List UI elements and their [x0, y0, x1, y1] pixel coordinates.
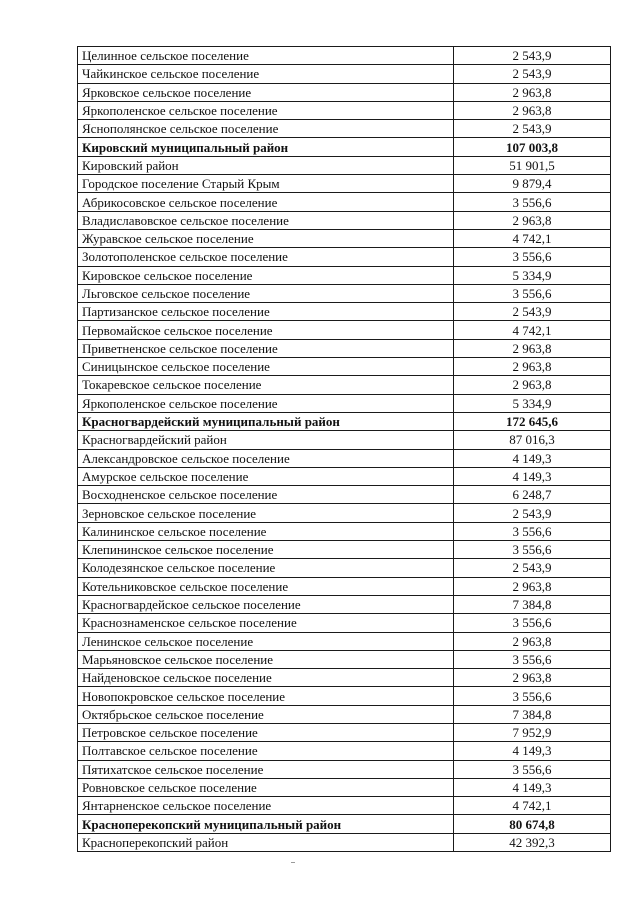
amount-value-cell: 2 543,9 [454, 504, 611, 522]
district-total-row [78, 138, 611, 156]
settlement-name-cell: Яснополянское сельское поселение [78, 120, 454, 138]
settlement-name-cell: Льговское сельское поселение [78, 284, 454, 302]
amount-value-cell: 3 556,6 [454, 522, 611, 540]
settlement-name-cell: Партизанское сельское поселение [78, 303, 454, 321]
table-row [78, 559, 611, 577]
table-row [78, 595, 611, 613]
settlement-name-cell: Красноперекопский район [78, 833, 454, 851]
settlement-name-cell: Калининское сельское поселение [78, 522, 454, 540]
amount-value-cell: 3 556,6 [454, 650, 611, 668]
table-row [78, 65, 611, 83]
amount-value-cell: 42 392,3 [454, 833, 611, 851]
settlement-name-cell: Токаревское сельское поселение [78, 376, 454, 394]
district-name-cell: Кировский муниципальный район [78, 138, 454, 156]
table-row [78, 614, 611, 632]
table-row [78, 156, 611, 174]
settlement-name-cell: Владиславовское сельское поселение [78, 211, 454, 229]
table-row [78, 248, 611, 266]
amount-value-cell: 3 556,6 [454, 541, 611, 559]
settlement-name-cell: Александровское сельское поселение [78, 449, 454, 467]
table-row [78, 229, 611, 247]
table-row [78, 394, 611, 412]
settlement-name-cell: Петровское сельское поселение [78, 723, 454, 741]
budget-allocation-table [77, 46, 611, 852]
amount-value-cell: 7 384,8 [454, 705, 611, 723]
amount-value-cell: 9 879,4 [454, 175, 611, 193]
district-total-value-cell: 107 003,8 [454, 138, 611, 156]
table-row [78, 742, 611, 760]
table-row [78, 723, 611, 741]
settlement-name-cell: Зерновское сельское поселение [78, 504, 454, 522]
table-row [78, 83, 611, 101]
amount-value-cell: 3 556,6 [454, 760, 611, 778]
settlement-name-cell: Котельниковское сельское поселение [78, 577, 454, 595]
settlement-name-cell: Журавское сельское поселение [78, 229, 454, 247]
settlement-name-cell: Ровновское сельское поселение [78, 778, 454, 796]
settlement-name-cell: Золотополенское сельское поселение [78, 248, 454, 266]
table-row [78, 120, 611, 138]
table-row [78, 778, 611, 796]
amount-value-cell: 2 543,9 [454, 47, 611, 65]
district-total-row [78, 412, 611, 430]
settlement-name-cell: Клепининское сельское поселение [78, 541, 454, 559]
table-row [78, 486, 611, 504]
settlement-name-cell: Чайкинское сельское поселение [78, 65, 454, 83]
settlement-name-cell: Полтавское сельское поселение [78, 742, 454, 760]
settlement-name-cell: Городское поселение Старый Крым [78, 175, 454, 193]
table-row [78, 541, 611, 559]
amount-value-cell: 2 963,8 [454, 339, 611, 357]
table-row [78, 193, 611, 211]
settlement-name-cell: Приветненское сельское поселение [78, 339, 454, 357]
settlement-name-cell: Яркополенское сельское поселение [78, 101, 454, 119]
amount-value-cell: 2 963,8 [454, 83, 611, 101]
table-row [78, 284, 611, 302]
amount-value-cell: 3 556,6 [454, 687, 611, 705]
amount-value-cell: 2 963,8 [454, 669, 611, 687]
amount-value-cell: 2 543,9 [454, 120, 611, 138]
settlement-name-cell: Абрикосовское сельское поселение [78, 193, 454, 211]
settlement-name-cell: Пятихатское сельское поселение [78, 760, 454, 778]
settlement-name-cell: Амурское сельское поселение [78, 467, 454, 485]
settlement-name-cell: Найденовское сельское поселение [78, 669, 454, 687]
table-row [78, 467, 611, 485]
settlement-name-cell: Восходненское сельское поселение [78, 486, 454, 504]
settlement-name-cell: Новопокровское сельское поселение [78, 687, 454, 705]
settlement-name-cell: Красногвардейский район [78, 431, 454, 449]
amount-value-cell: 3 556,6 [454, 284, 611, 302]
amount-value-cell: 5 334,9 [454, 394, 611, 412]
settlement-name-cell: Яркополенское сельское поселение [78, 394, 454, 412]
settlement-name-cell: Целинное сельское поселение [78, 47, 454, 65]
amount-value-cell: 6 248,7 [454, 486, 611, 504]
amount-value-cell: 4 742,1 [454, 229, 611, 247]
amount-value-cell: 3 556,6 [454, 248, 611, 266]
district-total-row [78, 815, 611, 833]
table-row [78, 376, 611, 394]
amount-value-cell: 2 963,8 [454, 211, 611, 229]
amount-value-cell: 4 149,3 [454, 742, 611, 760]
amount-value-cell: 51 901,5 [454, 156, 611, 174]
table-row [78, 504, 611, 522]
amount-value-cell: 7 952,9 [454, 723, 611, 741]
settlement-name-cell: Янтарненское сельское поселение [78, 797, 454, 815]
table-row [78, 266, 611, 284]
amount-value-cell: 3 556,6 [454, 193, 611, 211]
table-row [78, 47, 611, 65]
district-total-value-cell: 80 674,8 [454, 815, 611, 833]
table-row [78, 797, 611, 815]
amount-value-cell: 2 963,8 [454, 577, 611, 595]
amount-value-cell: 4 742,1 [454, 321, 611, 339]
district-name-cell: Красногвардейский муниципальный район [78, 412, 454, 430]
table-row [78, 650, 611, 668]
amount-value-cell: 2 963,8 [454, 376, 611, 394]
district-total-value-cell: 172 645,6 [454, 412, 611, 430]
table-row [78, 358, 611, 376]
amount-value-cell: 4 149,3 [454, 467, 611, 485]
settlement-name-cell: Первомайское сельское поселение [78, 321, 454, 339]
settlement-name-cell: Марьяновское сельское поселение [78, 650, 454, 668]
table-row [78, 760, 611, 778]
amount-value-cell: 5 334,9 [454, 266, 611, 284]
table-row [78, 669, 611, 687]
amount-value-cell: 4 149,3 [454, 778, 611, 796]
scan-artifact [291, 862, 295, 863]
amount-value-cell: 2 963,8 [454, 358, 611, 376]
table-row [78, 577, 611, 595]
table-row [78, 449, 611, 467]
amount-value-cell: 2 963,8 [454, 101, 611, 119]
table-row [78, 632, 611, 650]
settlement-name-cell: Октябрьское сельское поселение [78, 705, 454, 723]
table-row [78, 321, 611, 339]
amount-value-cell: 7 384,8 [454, 595, 611, 613]
table-row [78, 705, 611, 723]
table-row [78, 101, 611, 119]
table-row [78, 687, 611, 705]
settlement-name-cell: Синицынское сельское поселение [78, 358, 454, 376]
amount-value-cell: 4 742,1 [454, 797, 611, 815]
table-body [78, 47, 611, 852]
settlement-name-cell: Ленинское сельское поселение [78, 632, 454, 650]
amount-value-cell: 87 016,3 [454, 431, 611, 449]
amount-value-cell: 2 543,9 [454, 65, 611, 83]
amount-value-cell: 3 556,6 [454, 614, 611, 632]
table-row [78, 833, 611, 851]
district-name-cell: Красноперекопский муниципальный район [78, 815, 454, 833]
table-row [78, 431, 611, 449]
table-row [78, 303, 611, 321]
settlement-name-cell: Кировский район [78, 156, 454, 174]
table-row [78, 522, 611, 540]
amount-value-cell: 4 149,3 [454, 449, 611, 467]
table-row [78, 339, 611, 357]
amount-value-cell: 2 963,8 [454, 632, 611, 650]
settlement-name-cell: Краснознаменское сельское поселение [78, 614, 454, 632]
amount-value-cell: 2 543,9 [454, 303, 611, 321]
amount-value-cell: 2 543,9 [454, 559, 611, 577]
table-row [78, 211, 611, 229]
settlement-name-cell: Ярковское сельское поселение [78, 83, 454, 101]
settlement-name-cell: Красногвардейское сельское поселение [78, 595, 454, 613]
settlement-name-cell: Кировское сельское поселение [78, 266, 454, 284]
settlement-name-cell: Колодезянское сельское поселение [78, 559, 454, 577]
table-row [78, 175, 611, 193]
